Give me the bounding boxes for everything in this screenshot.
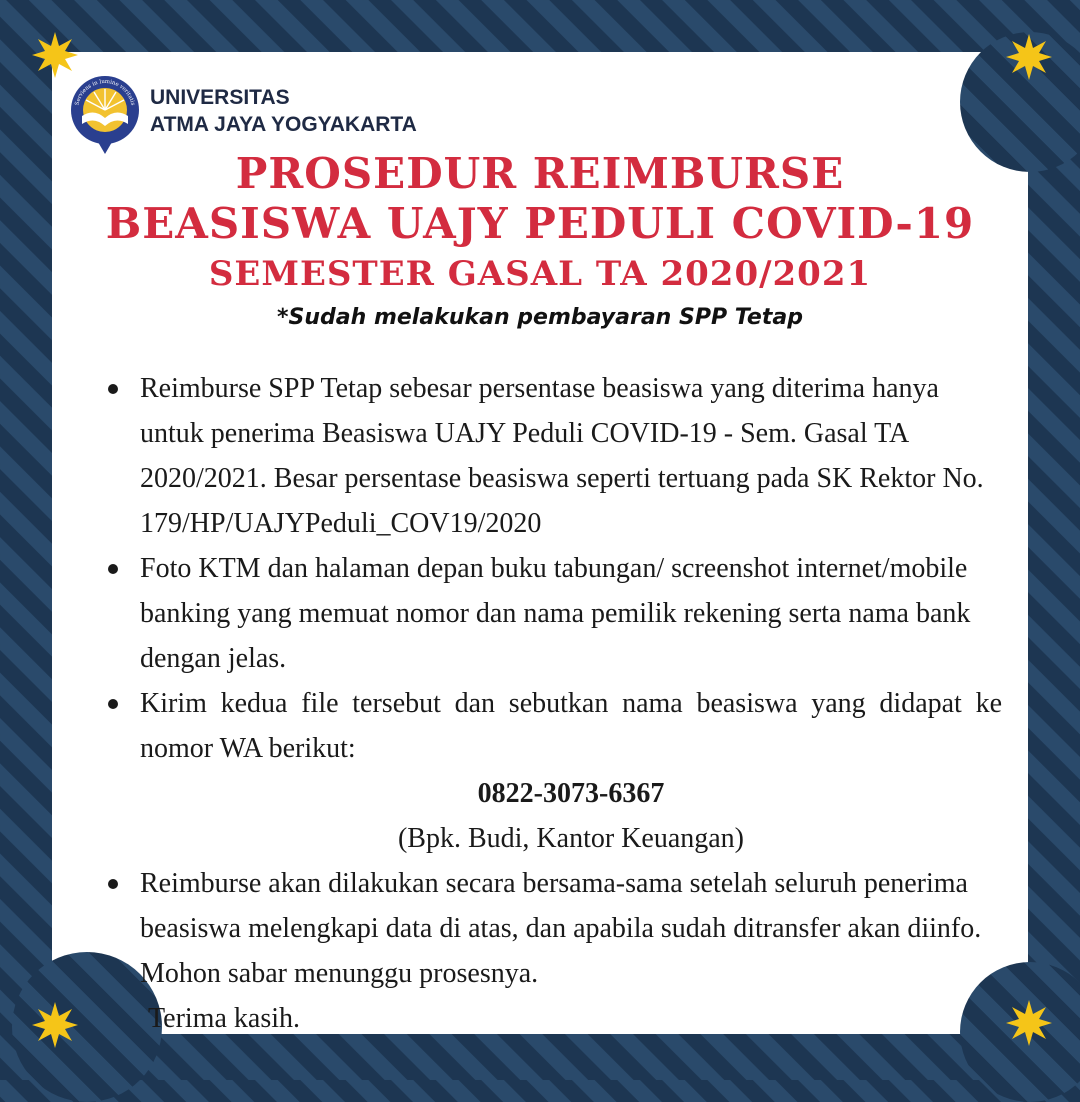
procedure-list bbox=[106, 366, 1002, 1041]
payment-note: *Sudah melakukan pembayaran SPP Tetap bbox=[277, 305, 803, 330]
list-item bbox=[106, 546, 1002, 681]
list-item-text: Kirim kedua file tersebut dan sebutkan nama beasiswa yang didapat ke nomor WA berikut: bbox=[140, 688, 1002, 764]
title-line2: BEASISWA UAJY PEDULI COVID-19 bbox=[105, 199, 975, 248]
list-item-text: Reimburse akan dilakukan secara bersama-sama setelah seluruh penerima beasiswa melengkapi data di atas, dan apabila sudah ditransfer akan diinfo. Mohon sabar menunggu prosesnya. bbox=[140, 868, 982, 989]
wa-phone-number: 0822-3073-6367 bbox=[477, 778, 665, 809]
list-item-text: Foto KTM dan halaman depan buku tabungan/ screenshot internet/mobile banking yang memuat nomor dan nama pemilik rekening serta nama bank dengan jelas. bbox=[140, 553, 971, 674]
list-item-text: Reimburse SPP Tetap sebesar persentase beasiswa yang diterima hanya untuk penerima Beasiswa UAJY Peduli COVID-19 - Sem. Gasal TA 2020/2021. Besar persentase beasiswa seperti tertuang pada SK Rektor No. 179/HP/UAJYPeduli_COV19/2020 bbox=[140, 373, 984, 539]
logo-motto: Serviens in lumine veritatis bbox=[74, 78, 136, 107]
star-icon bbox=[30, 30, 80, 80]
contact-person: (Bpk. Budi, Kantor Keuangan) bbox=[397, 823, 745, 854]
university-name bbox=[150, 84, 417, 138]
list-item bbox=[106, 366, 1002, 546]
star-icon bbox=[1004, 32, 1054, 82]
bullet-icon bbox=[108, 699, 118, 709]
star-icon bbox=[30, 1000, 80, 1050]
bullet-icon bbox=[108, 879, 118, 889]
bullet-icon bbox=[108, 564, 118, 574]
university-name-line2: ATMA JAYA YOGYAKARTA bbox=[150, 113, 417, 136]
list-item bbox=[106, 681, 1002, 771]
title-line3: SEMESTER GASAL TA 2020/2021 bbox=[208, 254, 872, 294]
bullet-icon bbox=[108, 384, 118, 394]
list-item bbox=[106, 861, 1002, 996]
closing-text: Terima kasih. bbox=[148, 1003, 300, 1034]
star-icon bbox=[1004, 998, 1054, 1048]
university-logo-icon bbox=[68, 74, 142, 156]
university-name-line1: UNIVERSITAS bbox=[150, 86, 290, 109]
title-line1: PROSEDUR REIMBURSE bbox=[235, 149, 845, 198]
